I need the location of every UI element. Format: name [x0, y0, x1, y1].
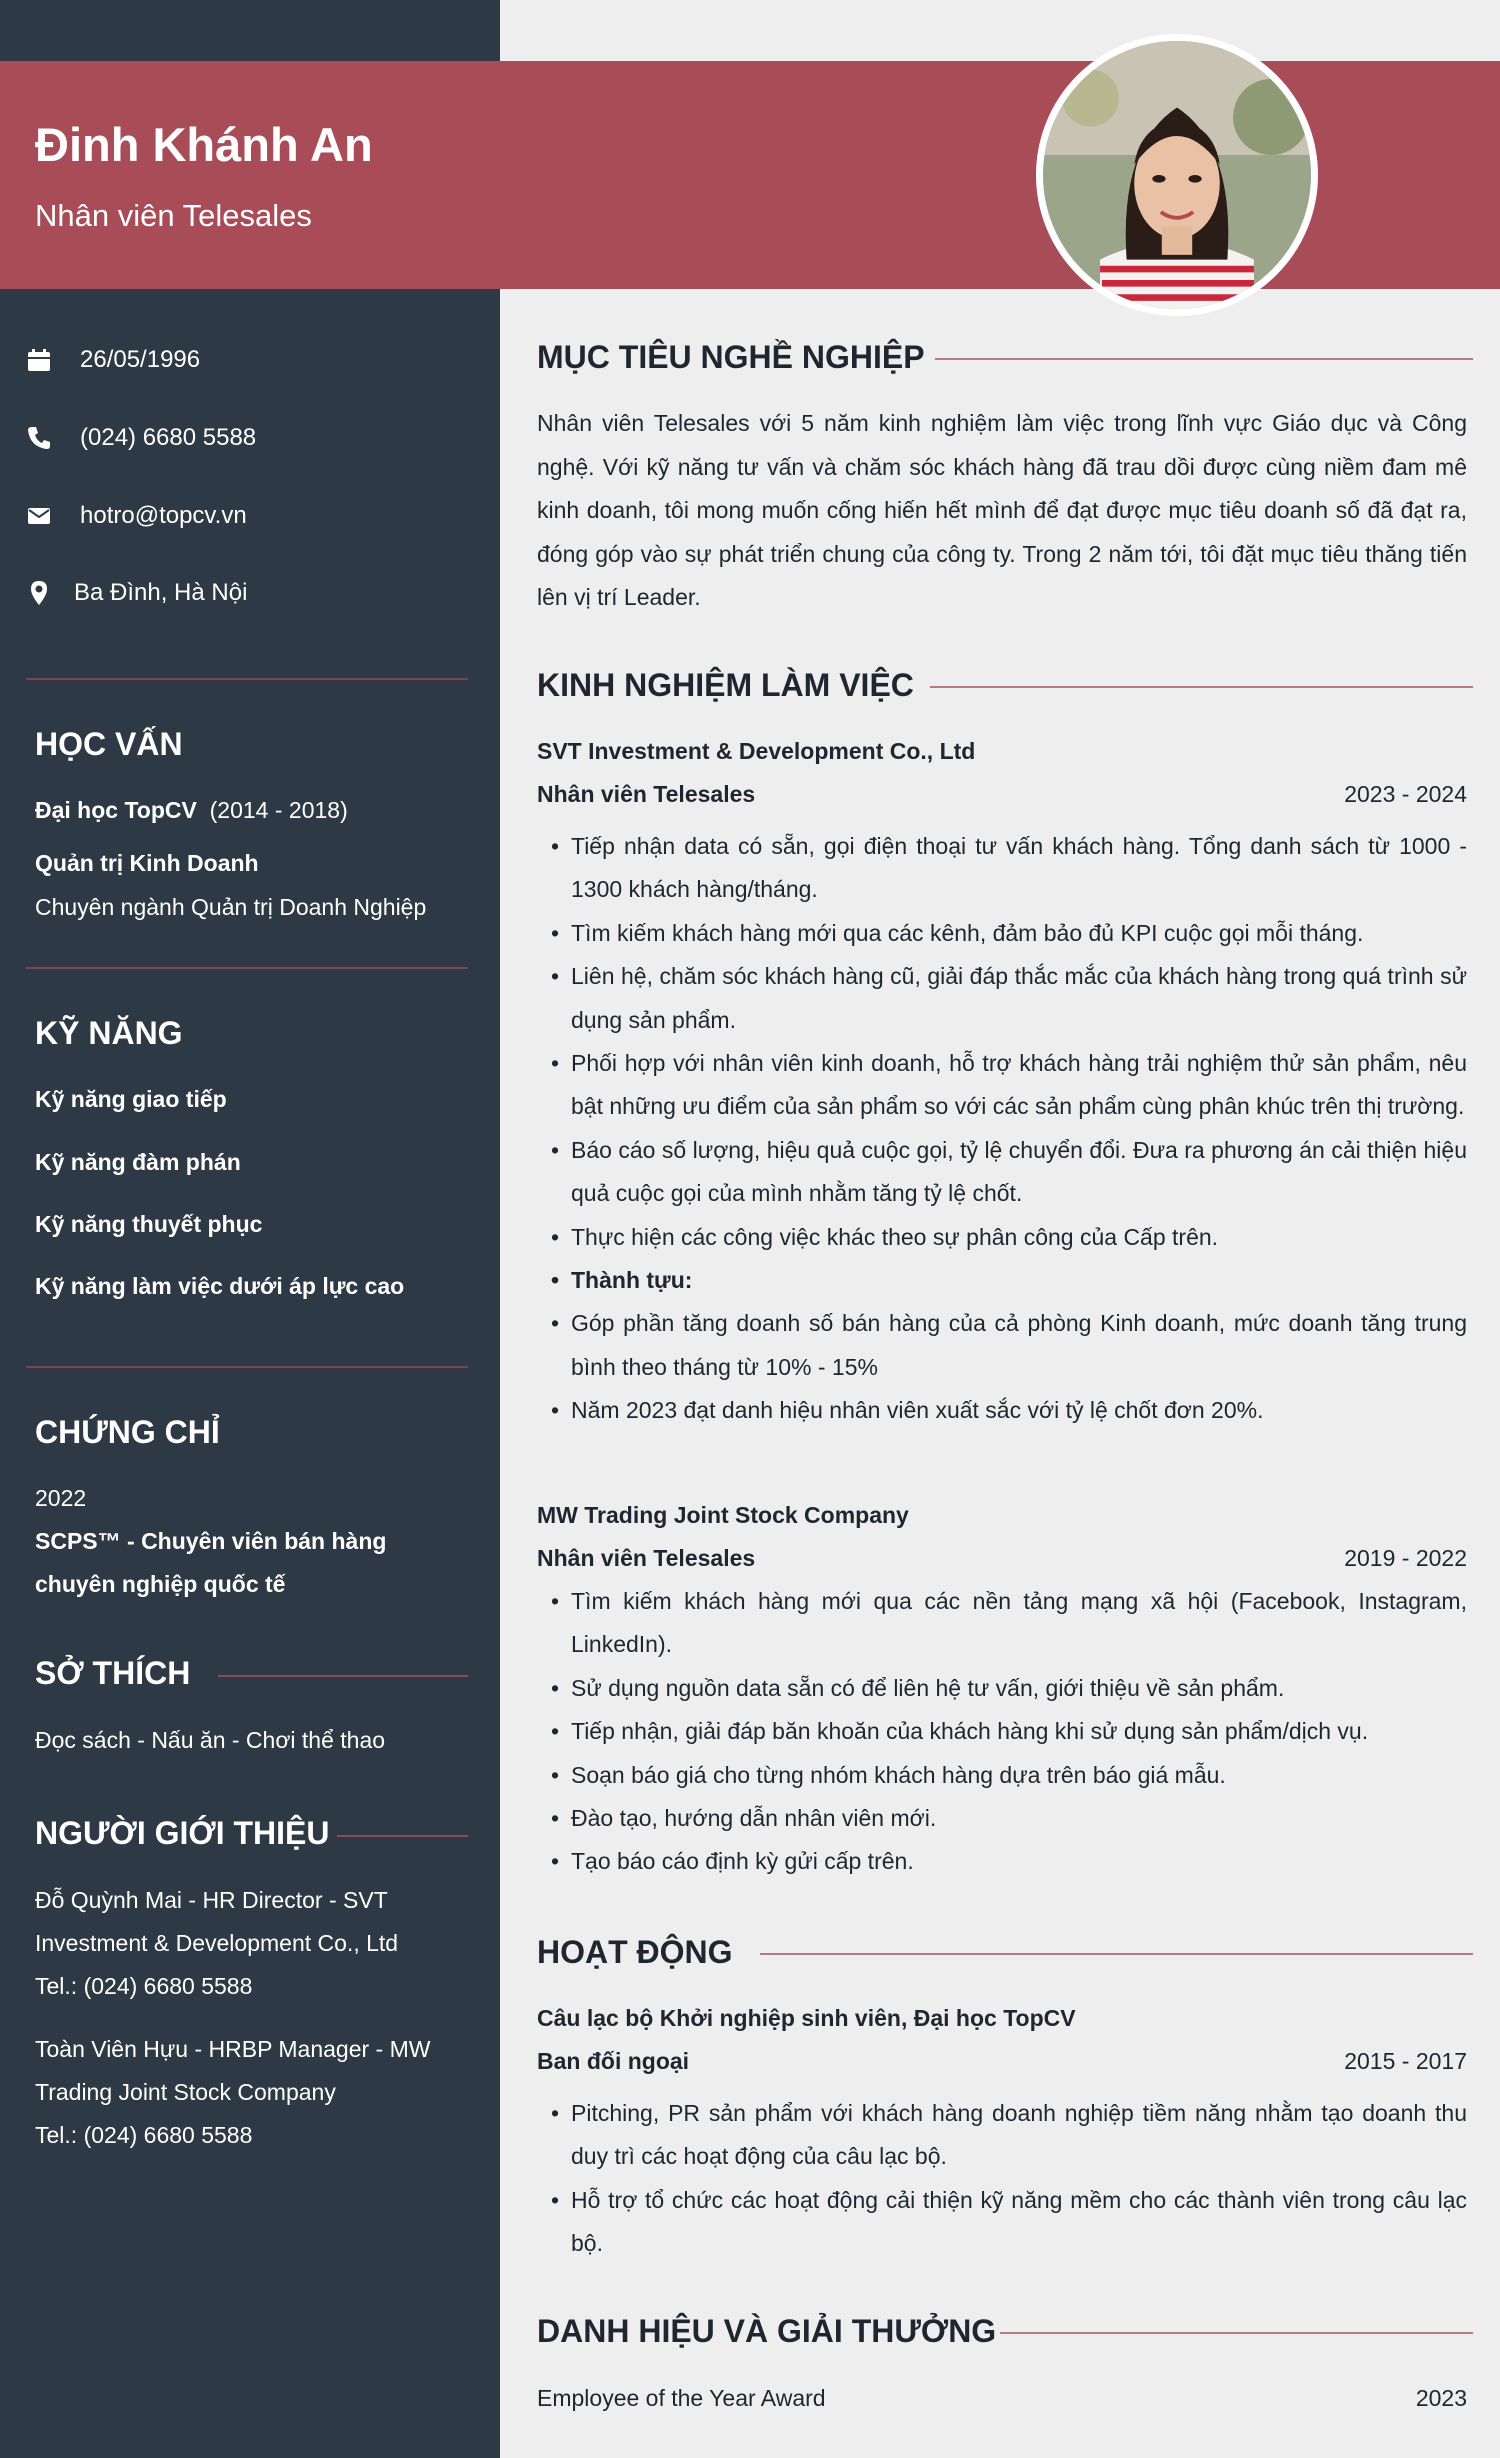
experience-heading-line — [930, 686, 1473, 688]
address-text: Ba Đình, Hà Nội — [74, 579, 248, 606]
activities-heading-line — [760, 1953, 1473, 1955]
job-role: Nhân viên Telesales — [537, 1545, 756, 1571]
envelope-icon — [26, 503, 52, 529]
skill-item: Kỹ năng đàm phán — [35, 1149, 241, 1175]
list-item: • Sử dụng nguồn data sẵn có để liên hệ tư vấn, giới thiệu về sản phẩm. — [549, 1667, 1467, 1710]
phone-text: (024) 6680 5588 — [80, 424, 257, 451]
reference-line: Investment & Development Co., Ltd — [35, 1930, 399, 1956]
objective-heading-line — [935, 358, 1473, 360]
list-item: • Đào tạo, hướng dẫn nhân viên mới. — [549, 1797, 1467, 1840]
list-item: • Thành tựu: — [549, 1259, 1467, 1302]
reference-line: Tel.: (024) 6680 5588 — [35, 1973, 253, 1999]
education-years: (2014 - 2018) — [209, 797, 348, 823]
hobbies-heading: SỞ THÍCH — [35, 1655, 191, 1691]
reference-line: Tel.: (024) 6680 5588 — [35, 2122, 253, 2148]
list-item: • Năm 2023 đạt danh hiệu nhân viên xuất sắc với tỷ lệ chốt đơn 20%. — [549, 1389, 1467, 1432]
job-role: Nhân viên Telesales — [537, 781, 756, 807]
list-item: • Tiếp nhận, giải đáp băn khoăn của khách hàng khi sử dụng sản phẩm/dịch vụ. — [549, 1710, 1467, 1753]
list-item: • Thực hiện các công việc khác theo sự phân công của Cấp trên. — [549, 1216, 1467, 1259]
hobbies-heading-line — [218, 1675, 468, 1677]
contact-phone — [26, 418, 256, 458]
awards-heading: DANH HIỆU VÀ GIẢI THƯỞNG — [537, 2313, 997, 2349]
birthday-text: 26/05/1996 — [80, 346, 201, 373]
reference-line: Toàn Viên Hựu - HRBP Manager - MW — [35, 2036, 431, 2062]
experience-heading: KINH NGHIỆM LÀM VIỆC — [537, 667, 914, 703]
reference-line: Trading Joint Stock Company — [35, 2079, 336, 2105]
calendar-icon — [26, 347, 52, 373]
job-years: 2019 - 2022 — [1344, 1545, 1467, 1571]
list-item: • Tiếp nhận data có sẵn, gọi điện thoại tư vấn khách hàng. Tổng danh sách từ 1000 - 1300 khách hàng/tháng. — [549, 825, 1467, 912]
list-item: • Hỗ trợ tổ chức các hoạt động cải thiện kỹ năng mềm cho các thành viên trong câu lạc bộ. — [549, 2179, 1467, 2266]
education-school: Đại học TopCV — [35, 797, 197, 823]
activity-org: Câu lạc bộ Khởi nghiệp sinh viên, Đại học TopCV — [537, 2005, 1076, 2031]
list-item: • Liên hệ, chăm sóc khách hàng cũ, giải đáp thắc mắc của khách hàng trong quá trình sử dụng sản phẩm. — [549, 955, 1467, 1042]
skills-heading: KỸ NĂNG — [35, 1015, 183, 1051]
award-name: Employee of the Year Award — [537, 2385, 826, 2411]
profile-photo — [1043, 41, 1311, 309]
certificate-name-line2: chuyên nghiệp quốc tế — [35, 1571, 286, 1597]
list-item: • Góp phần tăng doanh số bán hàng của cả phòng Kinh doanh, mức doanh tăng trung bình theo tháng từ 10% - 15% — [549, 1302, 1467, 1389]
email-text: hotro@topcv.vn — [80, 502, 247, 529]
list-item: • Phối hợp với nhân viên kinh doanh, hỗ trợ khách hàng trải nghiệm thử sản phẩm, nêu bật những ưu điểm của sản phẩm so với các sản phẩm cùng phân khúc trên thị trường. — [549, 1042, 1467, 1129]
list-item: • Tìm kiếm khách hàng mới qua các kênh, đảm bảo đủ KPI cuộc gọi mỗi tháng. — [549, 912, 1467, 955]
skill-item: Kỹ năng thuyết phục — [35, 1211, 263, 1237]
activities-heading: HOẠT ĐỘNG — [537, 1934, 733, 1970]
objective-heading: MỤC TIÊU NGHỀ NGHIỆP — [537, 339, 925, 375]
sidebar-divider — [26, 678, 468, 680]
activity-years: 2015 - 2017 — [1344, 2048, 1467, 2074]
job-bullets — [549, 1580, 1467, 1884]
candidate-name: Đinh Khánh An — [35, 118, 373, 171]
sidebar-divider — [26, 1366, 468, 1368]
activity-bullets — [549, 2092, 1467, 2266]
awards-heading-line — [1000, 2332, 1473, 2334]
skill-item: Kỹ năng giao tiếp — [35, 1086, 227, 1112]
education-major: Quản trị Kinh Doanh — [35, 850, 259, 876]
list-item: • Pitching, PR sản phẩm với khách hàng doanh nghiệp tiềm năng nhằm tạo doanh thu duy trì các hoạt động của câu lạc bộ. — [549, 2092, 1467, 2179]
contact-address — [26, 573, 247, 613]
references-heading-line — [337, 1835, 468, 1837]
list-item: • Tạo báo cáo định kỳ gửi cấp trên. — [549, 1840, 1467, 1883]
avatar — [1036, 34, 1318, 316]
job-company: MW Trading Joint Stock Company — [537, 1502, 909, 1528]
list-item: • Soạn báo giá cho từng nhóm khách hàng dựa trên báo giá mẫu. — [549, 1754, 1467, 1797]
education-heading: HỌC VẤN — [35, 726, 183, 762]
activity-role: Ban đối ngoại — [537, 2048, 690, 2074]
list-item: • Báo cáo số lượng, hiệu quả cuộc gọi, tỷ lệ chuyển đổi. Đưa ra phương án cải thiện hiệu quả cuộc gọi của mình nhằm tăng tỷ lệ chốt. — [549, 1129, 1467, 1216]
job-bullets — [549, 825, 1467, 1433]
certificate-year: 2022 — [35, 1485, 87, 1511]
job-company: SVT Investment & Development Co., Ltd — [537, 738, 976, 764]
hobbies-text: Đọc sách - Nấu ăn - Chơi thể thao — [35, 1727, 386, 1753]
contact-email — [26, 496, 247, 536]
education-school-line — [35, 789, 348, 832]
phone-icon — [26, 425, 52, 451]
sidebar-divider — [26, 967, 468, 969]
reference-line: Đỗ Quỳnh Mai - HR Director - SVT — [35, 1887, 388, 1913]
candidate-job-title: Nhân viên Telesales — [35, 198, 312, 233]
award-year: 2023 — [1415, 2385, 1467, 2411]
certificates-heading: CHỨNG CHỈ — [35, 1414, 220, 1450]
contact-birthday — [26, 340, 200, 380]
education-specialization: Chuyên ngành Quản trị Doanh Nghiệp — [35, 894, 427, 920]
certificate-name-line1: SCPS™ - Chuyên viên bán hàng — [35, 1528, 387, 1554]
references-heading: NGƯỜI GIỚI THIỆU — [35, 1815, 330, 1851]
objective-text: Nhân viên Telesales với 5 năm kinh nghiệm làm việc trong lĩnh vực Giáo dục và Công nghệ. Với kỹ năng tư vấn và chăm sóc khách hàng đã trau dồi được cùng niềm đam mê kinh doanh, tôi mong muốn cống hiến hết mình để đạt được mục tiêu doanh số đã đạt ra, đóng góp vào sự phát triển chung của công ty. Trong 2 năm tới, tôi đặt mục tiêu thăng tiến lên vị trí Leader. — [537, 410, 1467, 610]
job-years: 2023 - 2024 — [1344, 781, 1467, 807]
list-item: • Tìm kiếm khách hàng mới qua các nền tảng mạng xã hội (Facebook, Instagram, LinkedIn). — [549, 1580, 1467, 1667]
skill-item: Kỹ năng làm việc dưới áp lực cao — [35, 1273, 405, 1299]
map-pin-icon — [26, 580, 52, 606]
